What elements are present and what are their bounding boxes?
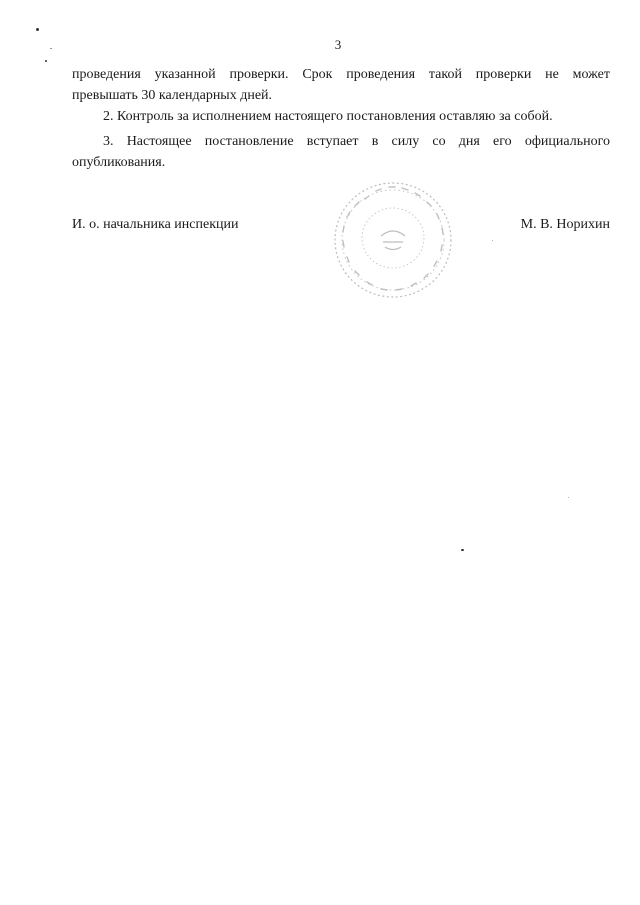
paragraph-line: опубликования. xyxy=(72,155,166,170)
paragraph-control: 2. Контроль за исполнением настоящего постановления оставляю за собой. xyxy=(103,109,553,124)
paragraph-line: проведения указанной проверки. Срок проведения такой проверки не может xyxy=(72,67,610,82)
paragraph-continuation xyxy=(72,64,610,106)
official-seal-stamp xyxy=(329,178,457,302)
scan-artifact xyxy=(461,549,464,551)
signatory-position: И. о. начальника инспекции xyxy=(72,217,239,232)
signatory-name: М. В. Норихин xyxy=(520,217,610,232)
scan-artifact xyxy=(568,497,569,498)
scan-artifact xyxy=(492,240,493,241)
scan-artifact xyxy=(36,28,39,31)
scan-artifact xyxy=(45,60,47,62)
page-number: 3 xyxy=(334,37,342,52)
paragraph-line: превышать 30 календарных дней. xyxy=(72,88,273,103)
scan-artifact xyxy=(50,48,52,49)
paragraph-line: 3. Настоящее постановление вступает в силу со дня его официального xyxy=(103,134,610,149)
paragraph-effective-date xyxy=(72,131,610,173)
